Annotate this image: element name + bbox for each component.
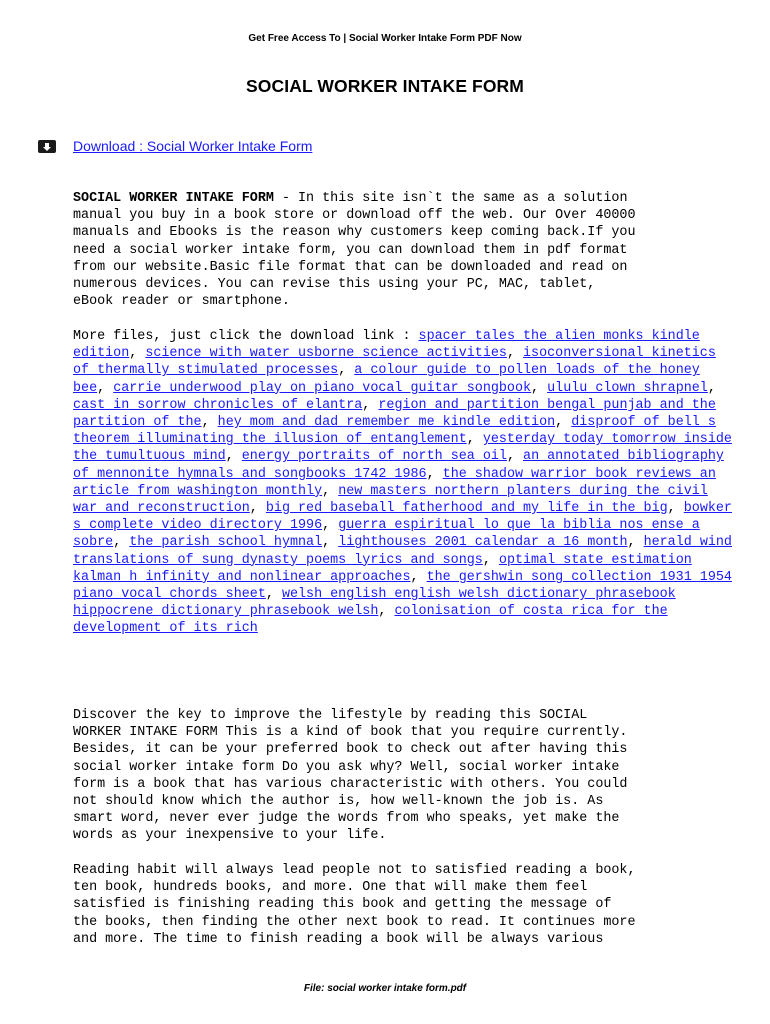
related-file-link[interactable]: lighthouses 2001 calendar a 16 month — [338, 535, 628, 551]
related-file-link[interactable]: disproof of bell s theorem illuminating the illusion of entanglement — [73, 415, 716, 448]
discover-line: Discover the key to improve the lifestyle by reading this SOCIAL — [73, 708, 588, 723]
related-file-link[interactable]: guerra espiritual lo que la biblia nos ense a sobre — [73, 518, 700, 551]
intro-bold-title: SOCIAL WORKER INTAKE FORM — [73, 191, 274, 206]
discover-line: smart word, never ever judge the words from who speaks, yet make the — [73, 811, 620, 827]
related-file-link[interactable]: carrie underwood play on piano vocal guitar songbook — [113, 380, 532, 396]
discover-line: Besides, it can be your preferred book to check out after having this — [73, 742, 628, 758]
intro-line: numerous devices. You can revise this using your PC, MAC, tablet, — [73, 277, 596, 293]
related-file-link[interactable]: science with water usborne science activities — [145, 346, 507, 362]
download-icon[interactable] — [38, 140, 56, 153]
reading-line: Reading habit will always lead people not to satisfied reading a book, — [73, 863, 636, 878]
related-file-link[interactable]: the parish school hymnal — [129, 535, 323, 551]
related-file-link[interactable]: region and partition bengal punjab and the partition of the — [73, 397, 716, 431]
intro-line: from our website.Basic file format that can be downloaded and read on — [73, 259, 628, 275]
intro-line: manual you buy in a book store or download off the web. Our Over 40000 — [73, 208, 636, 224]
reading-line: and more. The time to finish reading a book will be always various — [73, 931, 604, 947]
page-header: Get Free Access To | Social Worker Intake Form PDF Now — [248, 33, 522, 44]
discover-line: WORKER INTAKE FORM This is a kind of book that you require currently. — [73, 725, 628, 741]
intro-line: eBook reader or smartphone. — [73, 294, 290, 310]
related-file-link[interactable]: optimal state estimation kalman h infinity and nonlinear approaches — [73, 552, 692, 585]
related-file-link[interactable]: spacer tales the alien monks kindle edition — [73, 329, 700, 362]
reading-habit-paragraph — [73, 862, 738, 948]
related-file-link[interactable]: the shadow warrior book reviews an article from washington monthly — [73, 466, 716, 499]
reading-line: the books, then finding the other next book to read. It continues more — [73, 914, 636, 930]
related-file-link[interactable]: bowker s complete video directory 1996 — [73, 501, 732, 534]
related-file-link[interactable]: an annotated bibliography of mennonite hymnals and songbooks 1742 1986 — [73, 449, 724, 482]
related-file-link[interactable]: new masters northern planters during the civil war and reconstruction — [73, 483, 708, 517]
more-files-lead: More files, just click the download link : — [73, 329, 419, 344]
intro-line: manuals and Ebooks is the reason why customers keep coming back.If you — [73, 225, 636, 241]
related-file-link[interactable]: energy portraits of north sea oil — [241, 449, 507, 465]
discover-line: form is a book that has various characteristic with others. You could — [73, 776, 628, 792]
related-file-link[interactable]: big red baseball fatherhood and my life in the big — [265, 501, 668, 517]
more-files-paragraph: More files, just click the download link : spacer tales the alien monks kindle edition, science with water usborne science activities, isoconversional kinetics of thermally stimulated processes, a colour guide to pollen loads of the honey bee, carrie underwood play on piano vocal guitar songbook, ululu clown shrapnel, cast in sorrow chronicles of elantra, region and partition bengal punjab and the partition of the, hey mom and dad remember me kindle edition, disproof of bell s theorem illuminating the illusion of entanglement, yesterday today tomorrow inside the tumultuous mind, energy portraits of north sea oil, an annotated bibliography of mennonite hymnals and songbooks 1742 1986, the shadow warrior book reviews an article from washington monthly, new masters northern planters during the civil war and reconstruction, big red baseball fatherhood and my life in the big, bowker s complete video directory 1996, guerra espiritual lo que la biblia nos ense a sobre, the parish school hymnal, lighthouses 2001 calendar a 16 month, herald wind translations of sung dynasty poems lyrics and songs, optimal state estimation kalman h infinity and nonlinear approaches, the gershwin song collection 1931 1954 piano vocal chords sheet, welsh english english welsh dictionary phrasebook hippocrene dictionary phrasebook welsh, colonisation of costa rica for the development of its rich — [73, 329, 732, 637]
related-file-link[interactable]: cast in sorrow chronicles of elantra — [73, 397, 363, 413]
related-file-link[interactable]: isoconversional kinetics of thermally stimulated processes — [73, 346, 716, 379]
related-file-link[interactable]: colonisation of costa rica for the development of its rich — [73, 604, 668, 637]
document-title: SOCIAL WORKER INTAKE FORM — [246, 76, 524, 96]
download-link[interactable]: Download : Social Worker Intake Form — [73, 138, 313, 154]
discover-line: social worker intake form Do you ask why? Well, social worker intake — [73, 759, 620, 775]
related-file-link[interactable]: herald wind translations of sung dynasty poems lyrics and songs — [73, 535, 732, 568]
reading-line: satisfied is finishing reading this book and getting the message of — [73, 897, 612, 913]
related-file-link[interactable]: a colour guide to pollen loads of the honey bee — [73, 363, 700, 396]
related-file-link[interactable]: ululu clown shrapnel — [547, 380, 708, 396]
related-file-link[interactable]: the gershwin song collection 1931 1954 piano vocal chords sheet — [73, 569, 732, 603]
intro-paragraph — [73, 190, 738, 310]
intro-first-line: - In this site isn`t the same as a solution — [273, 191, 628, 206]
discover-line: not should know which the author is, how well-known the job is. As — [73, 794, 604, 810]
intro-line: need a social worker intake form, you can download them in pdf format — [73, 242, 628, 258]
related-file-link[interactable]: yesterday today tomorrow inside the tumultuous mind — [73, 432, 732, 465]
page-footer: File: social worker intake form.pdf — [303, 983, 467, 994]
reading-line: ten book, hundreds books, and more. One that will make them feel — [73, 880, 588, 896]
discover-paragraph — [73, 707, 738, 845]
related-file-link[interactable]: hey mom and dad remember me kindle edition — [217, 415, 556, 431]
discover-line: words as your inexpensive to your life. — [73, 828, 387, 844]
related-file-link[interactable]: welsh english english welsh dictionary phrasebook hippocrene dictionary phrasebook welsh — [73, 587, 676, 620]
